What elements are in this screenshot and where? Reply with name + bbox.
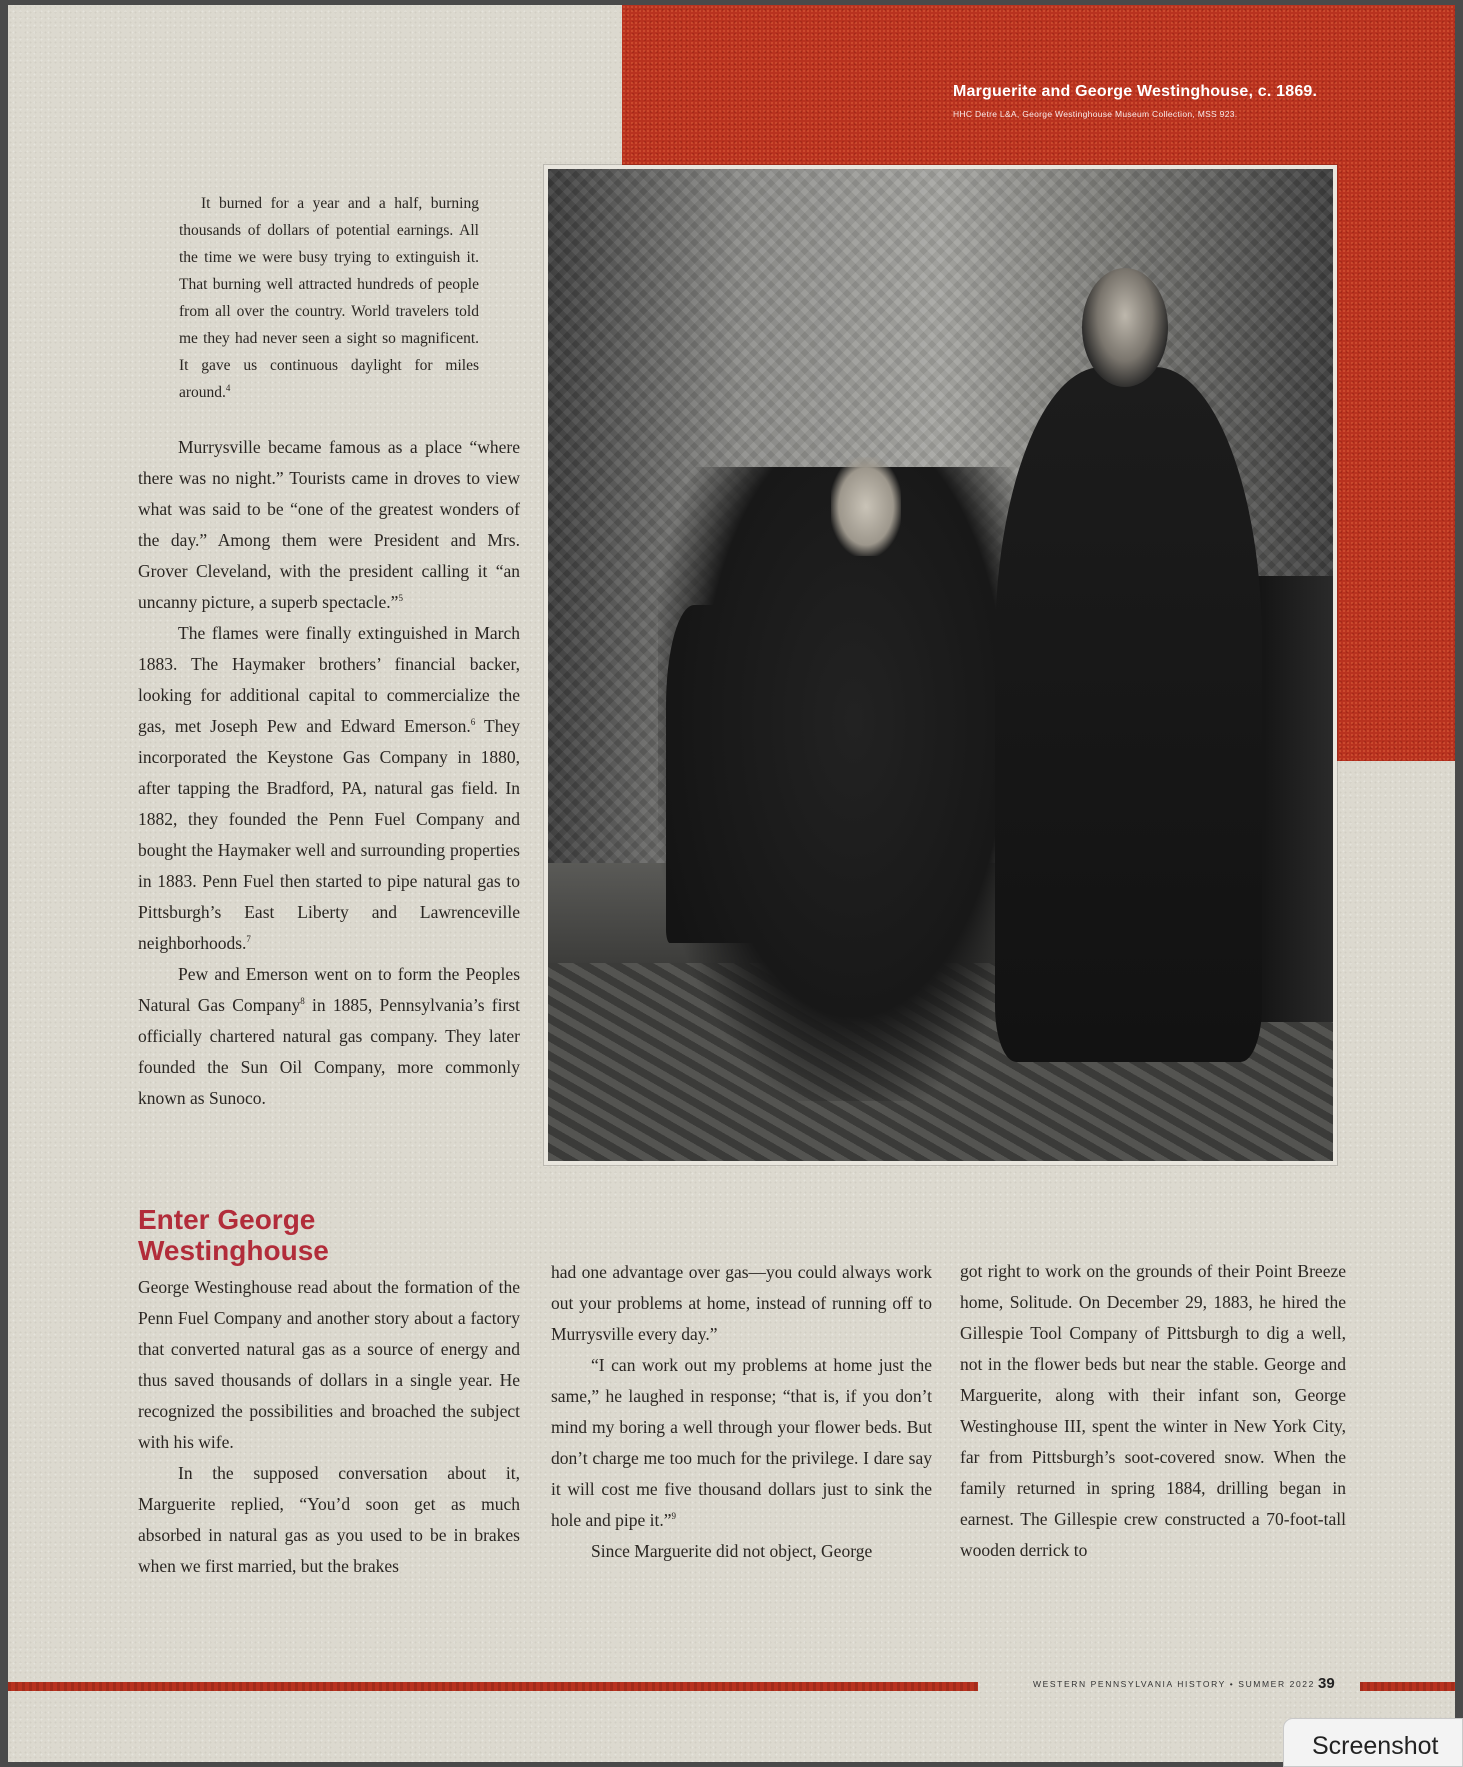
paragraph: Pew and Emerson went on to form the Peoples Natural Gas Company$^8$ in 1885, Pennsylvania’s first officially chartered natural gas company. They later founded the Sun Oil Company, more commonly known as Sunoco.	[138, 964, 521, 1108]
column-1-text	[138, 432, 520, 1114]
footer-rule-right	[1360, 1682, 1455, 1691]
paragraph: “I can work out my problems at home just the same,” he laughed in response; “that is, if you don’t mind my boring a well through your flower beds. But don’t charge me too much for the privilege. I dare say it will cost me five thousand dollars just to sink the hole and pipe it.”$^9$	[551, 1355, 932, 1530]
footnote-ref: 9	[671, 1511, 677, 1522]
paragraph: The flames were finally extinguished in March 1883. The Haymaker brothers’ financial backer, looking for additional capital to commercialize the gas, met Joseph Pew and Edward Emerson.$^6$ They incorporated the Keystone Gas Company in 1880, after tapping the Bradford, PA, natural gas field. In 1882, they founded the Penn Fuel Company and bought the Haymaker well and surrounding properties in 1883. Penn Fuel then started to pipe natural gas to Pittsburgh’s East Liberty and Lawrenceville neighborhoods.$^7$	[138, 623, 520, 953]
column-1-continued-text	[138, 1272, 520, 1582]
man-head	[1082, 268, 1168, 387]
paragraph: got right to work on the grounds of their Point Breeze home, Solitude. On December 29, 1883, he hired the Gillespie Tool Company of Pittsburgh to dig a well, not in the flower beds but near the stable. George and Marguerite, along with their infant son, George Westinghouse III, spent the winter in New York City, far from Pittsburgh’s soot-covered snow. When the family returned in spring 1884, drilling began in earnest. The Gillespie crew constructed a 70-foot-tall wooden derrick to	[960, 1261, 1346, 1560]
running-footer: WESTERN PENNSYLVANIA HISTORY • SUMMER 2022	[1033, 1679, 1315, 1689]
footnote-ref: 4	[225, 382, 231, 393]
footnote-ref: 7	[246, 934, 251, 945]
block-quote	[179, 190, 479, 406]
paragraph: Murrysville became famous as a place “where there was no night.” Tourists came in droves to view what was said to be “one of the greatest wonders of the day.” Among them were President and Mrs. Grover Cleveland, with the president calling it “an uncanny picture, a superb spectacle.”$^5$	[138, 437, 520, 612]
portrait-image	[548, 169, 1333, 1161]
paragraph: had one advantage over gas—you could always work out your problems at home, instead of running off to Murrysville every day.”	[551, 1262, 932, 1344]
seated-woman-figure	[658, 467, 1051, 1102]
column-3-text	[960, 1256, 1346, 1566]
paragraph: In the supposed conversation about it, Marguerite replied, “You’d soon get as much absorbed in natural gas as you used to be in brakes when we first married, but the brakes	[138, 1463, 520, 1576]
footnote-ref: 8	[300, 996, 305, 1007]
paragraph: Since Marguerite did not object, George	[591, 1541, 873, 1561]
caption-title: Marguerite and George Westinghouse, c. 1869.	[953, 83, 1318, 100]
section-heading: Enter George Westinghouse	[138, 1204, 329, 1266]
screenshot-button[interactable]: Screenshot	[1283, 1718, 1463, 1767]
paragraph: George Westinghouse read about the formation of the Penn Fuel Company and another story about a factory that converted natural gas as a source of energy and thus saved thousands of dollars in a single year. He recognized the possibilities and broached the subject with his wife.	[138, 1277, 520, 1452]
quote-text: It burned for a year and a half, burning thousands of dollars of potential earnings. All the time we were busy trying to extinguish it. That burning well attracted hundreds of people from all over the country. World travelers told me they had never seen a sight so magnificent. It gave us continuous daylight for miles around.	[179, 195, 479, 401]
portrait-photo	[544, 165, 1337, 1165]
page-number: 39	[1318, 1675, 1335, 1692]
footnote-ref: 6	[470, 717, 476, 728]
footer-rule-left	[8, 1682, 978, 1691]
standing-man-figure	[995, 367, 1262, 1061]
magazine-page	[8, 5, 1455, 1762]
woman-head	[831, 457, 902, 556]
photo-caption	[953, 83, 1423, 119]
footnote-ref: 5	[398, 593, 403, 604]
caption-credit: HHC Detre L&A, George Westinghouse Museum Collection, MSS 923.	[953, 109, 1238, 119]
column-2-text	[551, 1257, 932, 1567]
